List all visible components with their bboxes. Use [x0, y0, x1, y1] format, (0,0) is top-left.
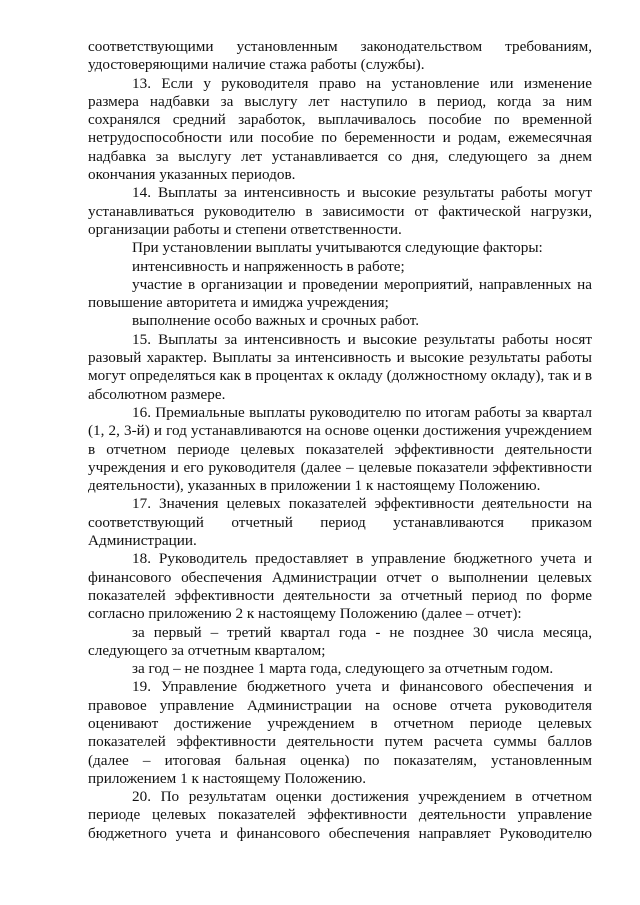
paragraph-14: 14. Выплаты за интенсивность и высокие результаты работы могут устанавливаться руководителю в зависимости от фактической нагрузки, организации работы и степени ответственности. — [88, 184, 592, 238]
paragraph-16: 16. Премиальные выплаты руководителю по итогам работы за квартал (1, 2, 3-й) и год устанавливаются на основе оценки достижения учреждением в отчетном периоде целевых показателей эффективности деятельности учреждения и его руководителя (далее – целевые показатели эффективности деятельности), указанных в приложении 1 к настоящему Положению. — [88, 403, 592, 495]
paragraph-17: 17. Значения целевых показателей эффективности деятельности на соответствующий отчетный период устанавливаются приказом Администрации. — [88, 495, 592, 550]
paragraph-19: 19. Управление бюджетного учета и финансового обеспечения и правовое управление Администрации на основе отчета руководителя оценивают достижение учреждением в отчетном периоде целевых показателей эффективности деятельности путем расчета суммы баллов (далее – итоговая бальная оценка) по показателям, установленным приложением 1 к настоящему Положению. — [88, 678, 592, 787]
paragraph-continuation: соответствующими установленным законодательством требованиям, удостоверяющими наличие стажа работы (службы). — [88, 38, 592, 74]
paragraph-factor-intensity: интенсивность и напряженность в работе; — [132, 257, 405, 275]
paragraph-15: 15. Выплаты за интенсивность и высокие результаты работы носят разовый характер. Выплаты за интенсивность и высокие результаты работы могут определяться как в процентах к окладу (должностному окладу), так и в абсолютном размере. — [88, 330, 592, 403]
paragraph-factor-urgent-work: выполнение особо важных и срочных работ. — [132, 312, 420, 330]
paragraph-factor-participation: участие в организации и проведении мероприятий, направленных на повышение авторитета и имиджа учреждения; — [88, 275, 592, 312]
paragraph-20: 20. По результатам оценки достижения учреждением в отчетном периоде целевых показателей эффективности деятельности управление бюджетного учета и финансового обеспечения направляет Руководителю — [88, 788, 592, 842]
paragraph-deadline-quarter: за первый – третий квартал года - не позднее 30 числа месяца, следующего за отчетным кварталом; — [88, 623, 592, 659]
paragraph-factors-intro: При установлении выплаты учитываются следующие факторы: — [132, 239, 543, 257]
paragraph-13: 13. Если у руководителя право на установление или изменение размера надбавки за выслугу лет наступило в период, когда за ним сохранялся средний заработок, выплачивалось пособие по временной нетрудоспособности или пособие по беременности и родам, ежемесячная надбавка за выслугу лет устанавливается со дня, следующего за днем окончания указанных периодов. — [88, 74, 592, 184]
paragraph-deadline-year: за год – не позднее 1 марта года, следующего за отчетным годом. — [132, 660, 554, 678]
paragraph-18: 18. Руководитель предоставляет в управление бюджетного учета и финансового обеспечения Администрации отчет о выполнении целевых показателей эффективности деятельности за отчетный период по форме согласно приложению 2 к настоящему Положению (далее – отчет): — [88, 550, 592, 623]
